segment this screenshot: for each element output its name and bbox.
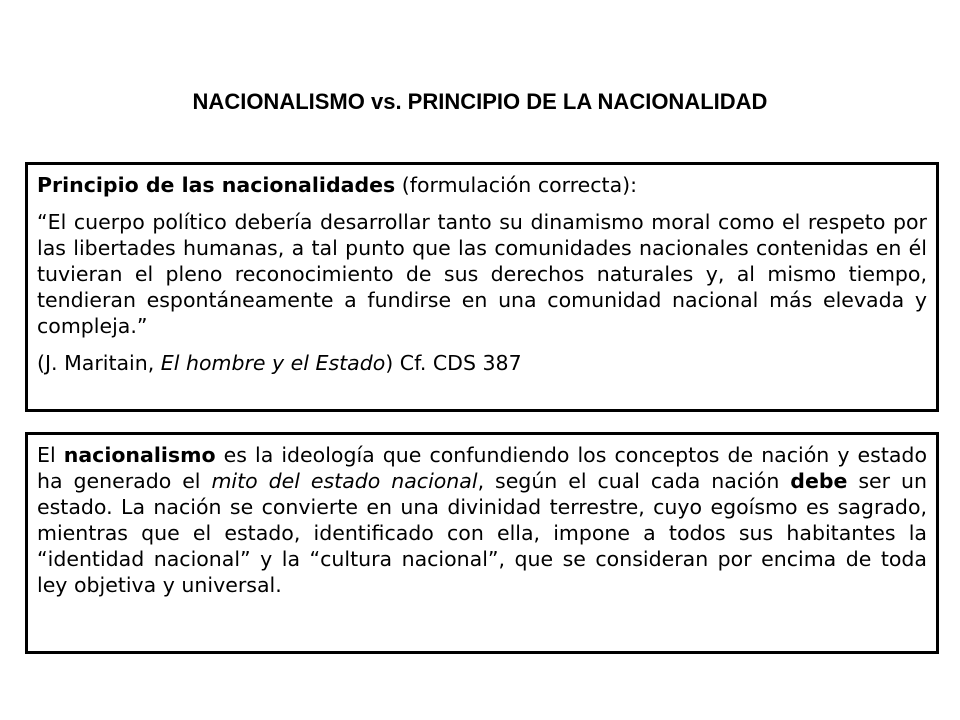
citation-post: ) Cf. CDS 387: [385, 351, 522, 375]
term-debe: debe: [790, 469, 848, 493]
definition-part-2: es la ideología que confundiendo los conceptos de nación y estado ha generado el: [37, 443, 927, 493]
definition-part-4: ser un estado. La nación se convierte en una divinidad terrestre, cuyo egoísmo es sagrado, mientras que el estado, identificado con ella, impone a todos sus habitantes la “identidad nacional” y la “cultura nacional”, que se consideran por encima de toda ley objetiva y universal.: [37, 469, 927, 597]
principio-heading-rest: (formulación correcta):: [395, 173, 638, 197]
term-nacionalismo: nacionalismo: [63, 443, 216, 467]
nacionalismo-definition: [37, 442, 927, 598]
definition-part-3: , según el cual cada nación: [477, 469, 791, 493]
slide-title: NACIONALISMO vs. PRINCIPIO DE LA NACIONALIDAD: [192, 89, 768, 114]
principio-heading-bold: Principio de las nacionalidades: [37, 173, 396, 197]
nacionalismo-box: [25, 432, 939, 654]
citation-pre: (J. Maritain,: [37, 351, 161, 375]
definition-part-1: El: [37, 443, 64, 467]
citation: [37, 350, 927, 376]
principio-heading: [37, 172, 927, 198]
principio-box: [25, 162, 939, 412]
term-mito-estado-nacional: mito del estado nacional: [211, 469, 478, 493]
maritain-quote: “El cuerpo político debería desarrollar tanto su dinamismo moral como el respeto por las libertades humanas, a tal punto que las comunidades nacionales contenidas en él tuvieran el pleno reconocimiento de sus derechos naturales y, al mismo tiempo, tendieran espontáneamente a fundirse en una comunidad nacional más elevada y compleja.”: [37, 210, 927, 338]
citation-work-title: El hombre y el Estado: [160, 351, 386, 375]
